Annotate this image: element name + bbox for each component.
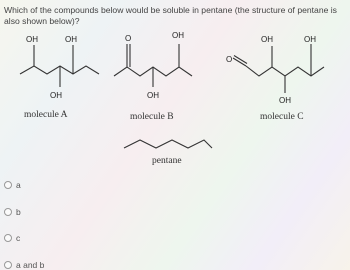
pentane-caption: pentane (152, 156, 182, 166)
molecule-c-structure (226, 35, 324, 122)
molecule-c-o-label: O (226, 55, 233, 64)
molecule-a-caption: molecule A (24, 110, 68, 120)
molecule-c-oh-label-3: OH (279, 96, 291, 105)
option-a-label: a (16, 180, 21, 190)
molecule-a-oh-label-3: OH (50, 91, 62, 100)
option-a-and-b-radio[interactable] (4, 261, 12, 269)
option-a-radio[interactable] (4, 181, 12, 189)
molecule-c-caption: molecule C (260, 112, 304, 122)
option-b[interactable] (4, 207, 21, 217)
molecule-a-oh-label-1: OH (26, 35, 38, 44)
molecule-a-structure (20, 35, 99, 120)
molecule-b-o-label: O (125, 34, 132, 43)
option-a[interactable] (4, 180, 21, 190)
pentane-structure (124, 140, 212, 166)
molecule-c-oh-label-2: OH (304, 35, 316, 44)
question-text: Which of the compounds below would be soluble in pentane (the structure of pentane is also shown below)? (4, 5, 337, 26)
option-a-and-b-label: a and b (16, 260, 45, 270)
molecule-c-oh-label-1: OH (261, 35, 273, 44)
option-c[interactable] (4, 233, 20, 243)
molecule-b-caption: molecule B (130, 112, 174, 122)
option-c-label: c (16, 233, 21, 243)
molecule-b-oh-label-2: OH (147, 91, 159, 100)
molecule-b-oh-label-1: OH (172, 31, 184, 40)
option-c-radio[interactable] (4, 234, 12, 242)
molecule-a-oh-label-2: OH (65, 35, 77, 44)
option-b-label: b (16, 207, 21, 217)
option-a-and-b[interactable] (4, 260, 44, 270)
molecule-b-structure (114, 31, 192, 122)
option-b-radio[interactable] (4, 208, 12, 216)
